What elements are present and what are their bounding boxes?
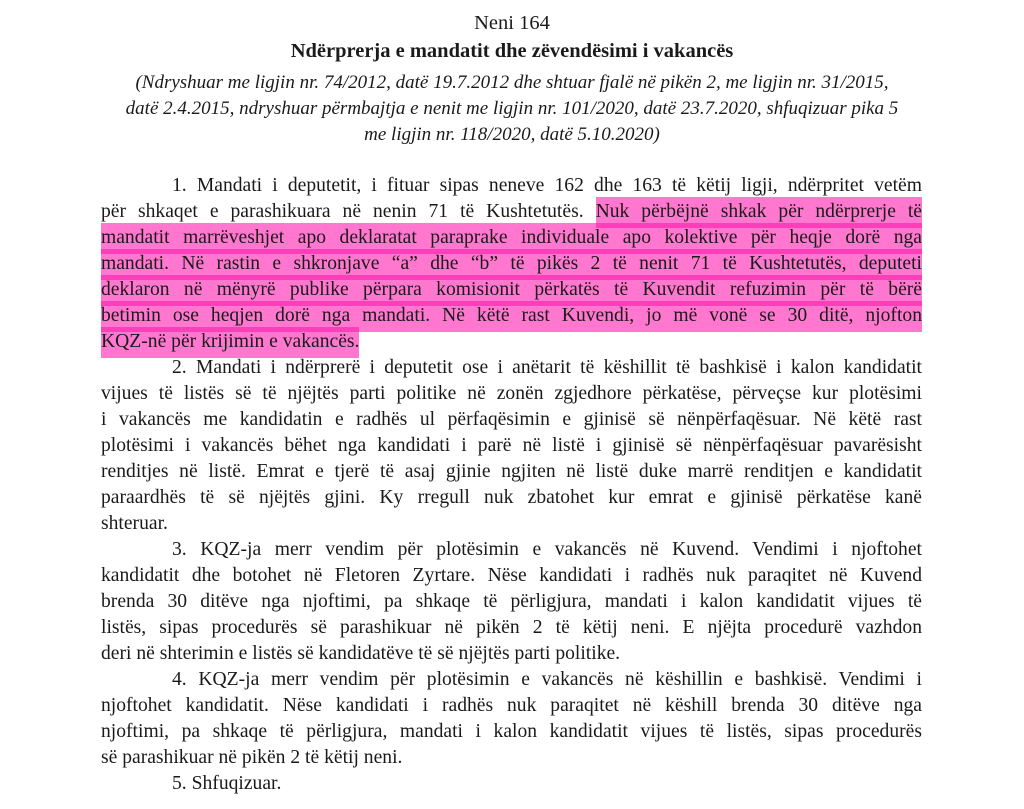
line-text: 5. Shfuqizuar. xyxy=(172,773,282,794)
line-text: njoftohet kandidatit. Nëse kandidati i radhës nuk paraqitet në këshill brenda 30 ditëve nga xyxy=(101,695,922,716)
highlighted-text: Nuk përbëjnë shkak për ndërprerje të xyxy=(596,197,922,228)
text-line xyxy=(101,303,922,329)
text-line xyxy=(101,589,922,615)
text-line xyxy=(101,251,922,277)
line-text: së parashikuar në pikën 2 të këtij neni. xyxy=(101,747,403,768)
text-line xyxy=(172,537,922,563)
line-text: 2. Mandati i ndërprerë i deputetit ose i anëtarit të këshillit të bashkisë i kalon kandidatit xyxy=(172,357,922,378)
line-text: deri në shterimin e listës së kandidatëve të së njëjtës parti politike. xyxy=(101,643,621,664)
amendment-note xyxy=(0,70,1024,148)
text-line xyxy=(101,615,922,641)
line-text: 4. KQZ-ja merr vendim për plotësimin e vakancës në këshillin e bashkisë. Vendimi i xyxy=(172,669,922,690)
highlighted-text: KQZ-në për krijimin e vakancës. xyxy=(101,327,359,358)
text-line xyxy=(101,485,922,511)
line-text: shteruar. xyxy=(101,513,168,534)
article-title: Ndërprerja e mandatit dhe zëvendësimi i vakancës xyxy=(290,40,734,62)
line-text: vijues të listës së të njëjtës parti politike në zonën zgjedhore përkatëse, përveçse kur plotësimi xyxy=(101,383,922,404)
text-line xyxy=(101,641,922,667)
line-text: 1. Mandati i deputetit, i fituar sipas neneve 162 dhe 163 të këtij ligji, ndërpritet vetëm xyxy=(172,175,922,196)
text-line xyxy=(101,329,922,355)
text-line xyxy=(101,407,922,433)
article-number: Neni 164 xyxy=(474,12,550,34)
text-line xyxy=(101,225,922,251)
text-line xyxy=(101,693,922,719)
text-line xyxy=(101,563,922,589)
amendment-line: me ligjin nr. 118/2020, datë 5.10.2020) xyxy=(364,124,660,145)
highlighted-text: mandati. Në rastin e shkronjave “a” dhe “b” të pikës 2 të nenit 71 të Kushtetutës, deputeti xyxy=(101,249,922,280)
text-line xyxy=(172,173,922,199)
text-line xyxy=(101,459,922,485)
text-line xyxy=(101,719,922,745)
line-text: i vakancës me kandidatin e radhës ul përfaqësimin e gjinisë së nënpërfaqësuar. Në këtë rast xyxy=(101,409,922,430)
line-text: kandidatit dhe botohet në Fletoren Zyrtare. Nëse kandidati i radhës nuk paraqitet në Kuvend xyxy=(101,565,922,586)
line-text: 3. KQZ-ja merr vendim për plotësimin e vakancës në Kuvend. Vendimi i njoftohet xyxy=(172,539,922,560)
highlighted-text: betimin ose heqjen dorë nga mandati. Në këtë rast Kuvendi, jo më vonë se 30 ditë, njofton xyxy=(101,301,922,332)
line-text: për shkaqet e parashikuara në nenin 71 të Kushtetutës. xyxy=(101,201,596,222)
amendment-line: datë 2.4.2015, ndryshuar përmbajtja e nenit me ligjin nr. 101/2020, datë 23.7.2020, shfuqizuar pika 5 xyxy=(125,98,899,119)
highlighted-text: deklaron në mënyrë publike përpara komisionit përkatës të Kuvendit refuzimin për të bërë xyxy=(101,275,922,306)
text-line xyxy=(101,745,922,771)
text-line xyxy=(172,771,922,797)
text-line xyxy=(101,199,922,225)
text-line xyxy=(172,355,922,381)
text-line xyxy=(172,667,922,693)
line-text: plotësimi i vakancës bëhet nga kandidati i parë në listë i gjinisë së nënpërfaqësuar pavarësisht xyxy=(101,435,922,456)
text-line xyxy=(101,381,922,407)
amendment-line: (Ndryshuar me ligjin nr. 74/2012, datë 19.7.2012 dhe shtuar fjalë në pikën 2, me ligjin nr. 31/2015, xyxy=(135,72,889,93)
highlighted-text: mandatit marrëveshjet apo deklaratat paraprake individuale apo kolektive për heqje dorë nga xyxy=(101,223,922,254)
line-text: njoftimi, pa shkaqe të përligjura, mandati i kalon kandidatit vijues të listës, sipas procedurës xyxy=(101,721,922,742)
text-line xyxy=(101,511,922,537)
text-line xyxy=(101,433,922,459)
text-line xyxy=(101,277,922,303)
line-text: listës, sipas procedurës së parashikuar në pikën 2 të këtij neni. E njëjta procedurë vazhdon xyxy=(101,617,922,638)
line-text: renditjes në listë. Emrat e tjerë të asaj gjinie ngjiten në listë duke marrë renditjen e kandidatit xyxy=(101,461,922,482)
line-text: paraardhës të së njëjtës gjini. Ky rregull nuk zbatohet kur emrat e gjinisë përkatëse kanë xyxy=(101,487,922,508)
line-text: brenda 30 ditëve nga njoftimi, pa shkaqe të përligjura, mandati i kalon kandidatit vijues të xyxy=(101,591,922,612)
